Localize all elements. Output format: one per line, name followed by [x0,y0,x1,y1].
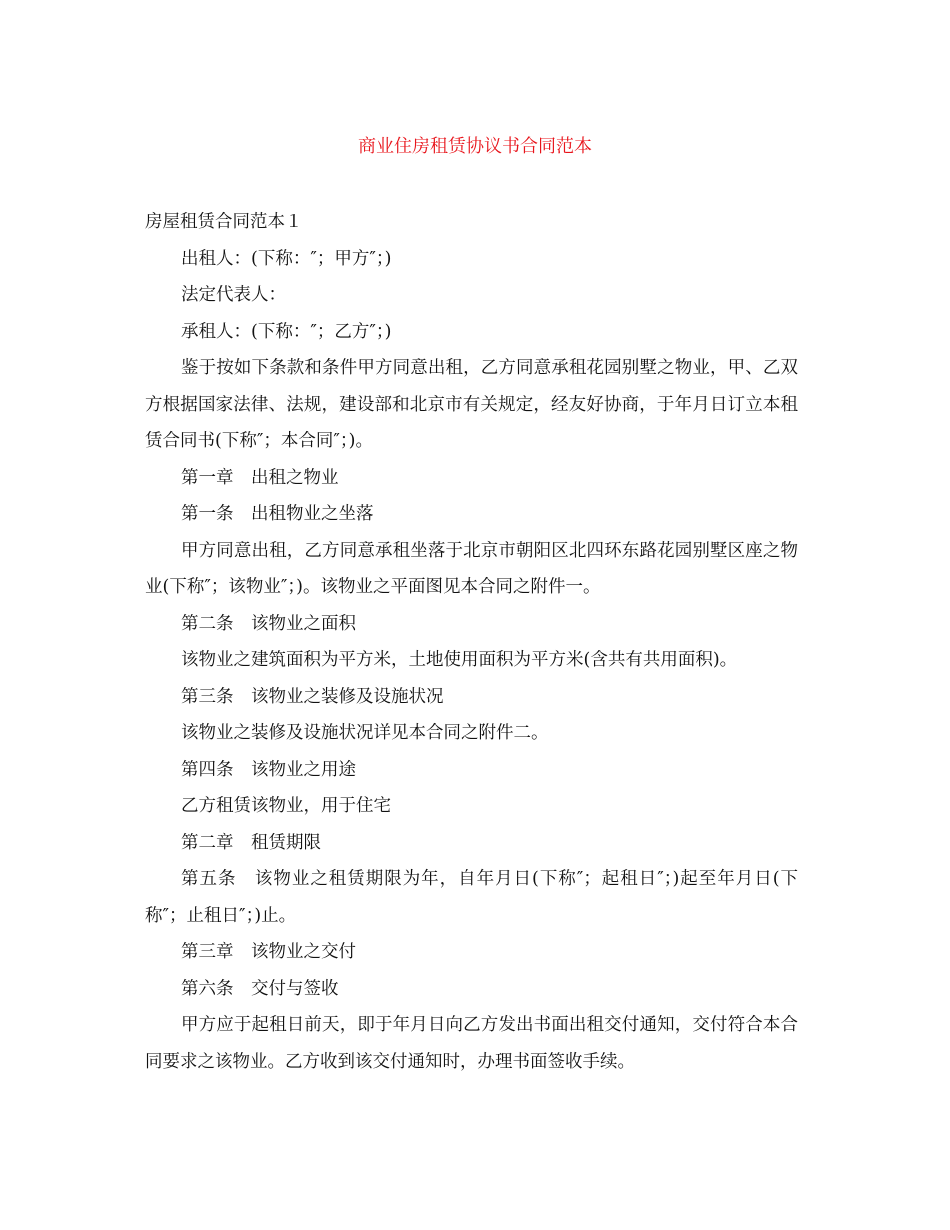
section-heading: 第一章 出租之物业 [181,467,339,488]
paragraph: 房屋租赁合同范本１ [145,212,303,232]
section-heading: 第六条 交付与签收 [181,978,339,999]
section-heading: 第一条 出租物业之坐落 [181,504,374,524]
paragraph: 出租人：(下称：″；甲方″；) [181,248,392,269]
section-heading: 第三条 该物业之装修及设施状况 [181,686,444,707]
section-heading: 第三章 该物业之交付 [181,942,356,962]
paragraph: 甲方同意出租，乙方同意承租坐落于北京市朝阳区北四环东路花园别墅区座之物业(下称″；该物业″；)。该物业之平面图见本合同之附件一。 [145,540,798,597]
section-heading: 第二条 该物业之面积 [181,613,356,634]
section-heading: 第二章 租赁期限 [181,832,321,853]
paragraph: 鉴于按如下条款和条件甲方同意出租，乙方同意承租花园别墅之物业，甲、乙双方根据国家法律、法规，建设部和北京市有关规定，经友好协商，于年月日订立本租赁合同书(下称″；本合同″；)。 [145,358,798,451]
paragraph: 甲方应于起租日前天，即于年月日向乙方发出书面出租交付通知，交付符合本合同要求之该物业。乙方收到该交付通知时，办理书面签收手续。 [145,1015,798,1072]
section-heading: 第四条 该物业之用途 [181,759,356,780]
document-body [145,204,798,1080]
paragraph: 该物业之装修及设施状况详见本合同之附件二。 [181,723,549,743]
paragraph: 法定代表人： [181,285,286,305]
paragraph: 第五条 该物业之租赁期限为年，自年月日(下称″；起租日″；)起至年月日(下称″；止租日″；)止。 [145,869,798,926]
paragraph: 该物业之建筑面积为平方米，土地使用面积为平方米(含共有共用面积)。 [181,650,738,670]
paragraph: 乙方租赁该物业，用于住宅 [181,796,391,816]
document-title: 商业住房租赁协议书合同范本 [358,136,592,157]
paragraph: 承租人：(下称：″；乙方″；) [181,321,392,342]
